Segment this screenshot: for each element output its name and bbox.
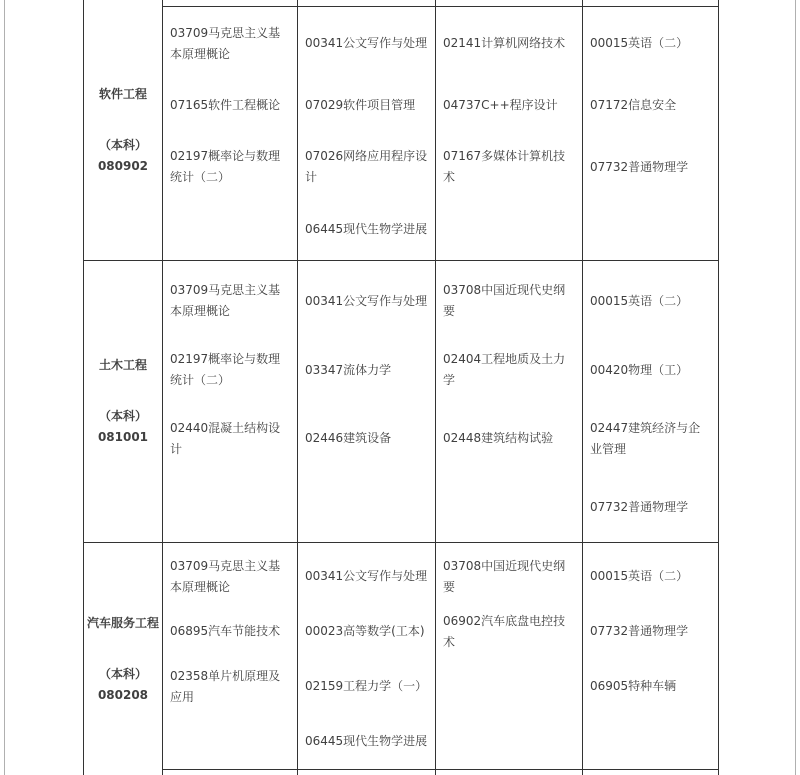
major-code: 080208 <box>97 687 149 702</box>
course-item: 03347流体力学 <box>305 362 392 377</box>
partial-row-bottom-cell <box>298 770 436 775</box>
course-slot <box>298 405 435 474</box>
major-level: （本科） <box>98 666 147 681</box>
course-slot <box>436 198 582 260</box>
course-slot <box>436 714 582 769</box>
course-slot <box>583 604 718 659</box>
course-cell <box>583 7 719 261</box>
course-slot <box>298 198 435 260</box>
course-item: 03709马克思主义基本原理概论 <box>170 283 281 319</box>
course-slot <box>298 659 435 714</box>
course-item: 06445现代生物学进展 <box>305 221 428 236</box>
major-cell <box>83 543 163 775</box>
course-item: 06895汽车节能技术 <box>170 624 281 638</box>
partial-row-top-cell <box>298 0 436 7</box>
course-cell <box>298 261 436 543</box>
course-item: 03708中国近现代史纲要 <box>443 283 566 319</box>
course-item: 07029软件项目管理 <box>305 98 416 113</box>
course-cell <box>298 7 436 261</box>
course-slot <box>436 549 582 604</box>
course-slot <box>436 13 582 75</box>
course-slot <box>163 714 297 769</box>
course-cell <box>163 261 298 543</box>
course-item: 07732普通物理学 <box>590 624 689 638</box>
course-slot <box>583 405 718 474</box>
schedule-table <box>83 0 720 775</box>
major-level: （本科） <box>98 409 147 423</box>
course-slot <box>583 13 718 75</box>
course-slot <box>163 473 297 542</box>
course-item: 00015英语（二） <box>590 569 689 583</box>
course-cell <box>163 543 298 770</box>
course-item: 02141计算机网络技术 <box>443 36 566 51</box>
course-item: 06445现代生物学进展 <box>305 734 428 748</box>
course-item: 04737C++程序设计 <box>443 98 558 113</box>
course-slot <box>298 267 435 336</box>
course-slot <box>163 604 297 659</box>
course-slot <box>163 549 297 604</box>
course-slot <box>436 604 582 659</box>
page-frame-line-left <box>4 0 5 775</box>
course-cell <box>583 261 719 543</box>
course-item: 07172信息安全 <box>590 98 677 113</box>
course-item: 02447建筑经济与企业管理 <box>590 420 701 456</box>
major-code: 081001 <box>97 430 149 444</box>
course-item: 02159工程力学（一） <box>305 679 428 693</box>
course-item: 03709马克思主义基本原理概论 <box>170 558 281 594</box>
course-slot <box>163 75 297 137</box>
course-item: 02446建筑设备 <box>305 431 392 446</box>
course-slot <box>583 473 718 542</box>
major-code: 080902 <box>97 158 149 173</box>
course-item: 02404工程地质及土力学 <box>443 352 566 388</box>
course-slot <box>163 336 297 405</box>
course-item: 00015英语（二） <box>590 293 689 308</box>
course-slot <box>436 267 582 336</box>
course-slot <box>298 549 435 604</box>
major-cell <box>83 261 163 543</box>
course-slot <box>298 336 435 405</box>
course-slot <box>298 714 435 769</box>
course-slot <box>583 198 718 260</box>
partial-row-bottom-cell <box>583 770 719 775</box>
course-slot <box>298 137 435 199</box>
course-slot <box>436 659 582 714</box>
major-level: （本科） <box>98 137 147 152</box>
course-slot <box>163 13 297 75</box>
course-slot <box>163 198 297 260</box>
course-item: 02197概率论与数理统计（二） <box>170 352 281 388</box>
course-item: 00420物理（工） <box>590 362 689 377</box>
course-slot <box>436 75 582 137</box>
course-slot <box>436 336 582 405</box>
course-slot <box>298 75 435 137</box>
course-item: 06905特种车辆 <box>590 679 677 693</box>
course-item: 06902汽车底盘电控技术 <box>443 613 566 649</box>
course-slot <box>583 549 718 604</box>
course-slot <box>436 137 582 199</box>
course-item: 02440混凝土结构设计 <box>170 420 281 456</box>
course-item: 07165软件工程概论 <box>170 98 281 113</box>
course-item: 07167多媒体计算机技术 <box>443 149 566 185</box>
course-item: 03708中国近现代史纲要 <box>443 558 566 594</box>
course-cell <box>436 261 583 543</box>
course-item: 02448建筑结构试验 <box>443 431 554 446</box>
course-item: 00341公文写作与处理 <box>305 569 428 583</box>
course-item: 00341公文写作与处理 <box>305 293 428 308</box>
course-item: 07732普通物理学 <box>590 500 689 515</box>
course-slot <box>163 137 297 199</box>
course-slot <box>298 604 435 659</box>
course-slot <box>583 267 718 336</box>
course-item: 00023高等数学(工本) <box>305 624 425 638</box>
course-item: 00015英语（二） <box>590 36 689 51</box>
course-slot <box>583 336 718 405</box>
course-cell <box>436 543 583 770</box>
course-cell <box>583 543 719 770</box>
course-slot <box>163 267 297 336</box>
partial-row-top-cell <box>583 0 719 7</box>
course-slot <box>583 137 718 199</box>
course-slot <box>163 405 297 474</box>
major-name: 土木工程 <box>98 358 147 372</box>
course-item: 03709马克思主义基本原理概论 <box>170 25 281 61</box>
major-name: 汽车服务工程 <box>86 615 159 630</box>
course-slot <box>583 659 718 714</box>
course-item: 02358单片机原理及应用 <box>170 668 281 704</box>
partial-row-bottom-cell <box>436 770 583 775</box>
course-item: 02197概率论与数理统计（二） <box>170 149 281 185</box>
course-slot <box>163 659 297 714</box>
page-frame-line-right <box>795 0 796 775</box>
major-cell <box>83 0 163 261</box>
course-slot <box>436 405 582 474</box>
partial-row-bottom-cell <box>163 770 298 775</box>
course-item: 07732普通物理学 <box>590 159 689 174</box>
course-item: 07026网络应用程序设计 <box>305 149 428 185</box>
course-cell <box>436 7 583 261</box>
course-cell <box>163 7 298 261</box>
major-name: 软件工程 <box>98 86 147 101</box>
course-slot <box>583 75 718 137</box>
partial-row-top-cell <box>436 0 583 7</box>
course-slot <box>298 13 435 75</box>
partial-row-top-cell <box>163 0 298 7</box>
course-cell <box>298 543 436 770</box>
course-slot <box>583 714 718 769</box>
course-slot <box>298 473 435 542</box>
course-slot <box>436 473 582 542</box>
course-item: 00341公文写作与处理 <box>305 36 428 51</box>
